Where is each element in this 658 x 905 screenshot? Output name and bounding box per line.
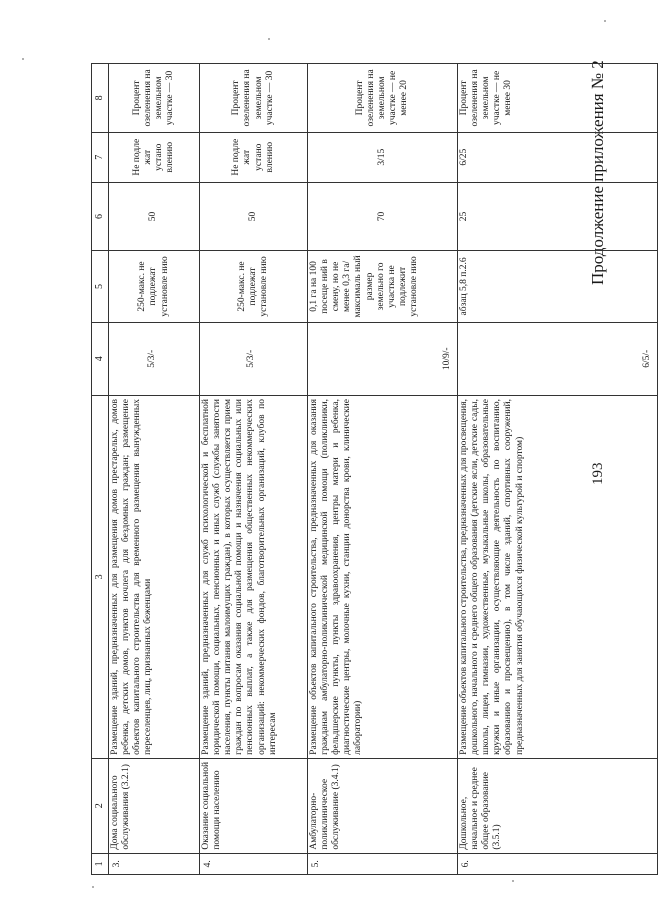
setback-value: Не подле жат устано влению bbox=[109, 132, 200, 182]
plot-size-value: 0,1 га на 100 посеще ний в смену, но не менее 0,3 га/ максималь ный размер земельно го участка не подлежит установле нию bbox=[308, 251, 458, 322]
use-description: Размещение объектов капитального строительства, предназначенных для оказания гражданам амбулаторно-поликлинической медицинской помощи (поликлиники, фельдшерские пункты, пункты здравоохранения, центры матери и ребенка, диагностические центры, молочные кухни, станции донорства крови, клинические лаборатории) bbox=[308, 396, 458, 759]
scan-speck bbox=[512, 880, 514, 882]
use-name: Дома социального обслуживания (3.2.1) bbox=[109, 758, 200, 853]
coverage-value: 70 bbox=[308, 182, 458, 251]
floors-value: 5/3/- bbox=[109, 322, 200, 396]
column-number: 1 bbox=[92, 853, 109, 874]
column-number: 2 bbox=[92, 758, 109, 853]
floors-value: 6/5/- bbox=[458, 322, 658, 396]
page-number: 193 bbox=[590, 462, 606, 485]
scan-speck bbox=[22, 58, 24, 60]
table-row bbox=[109, 64, 200, 875]
scan-speck bbox=[604, 20, 606, 22]
row-number: 5. bbox=[308, 853, 458, 874]
row-number: 3. bbox=[109, 853, 200, 874]
column-number: 4 bbox=[92, 322, 109, 396]
use-name: Оказание социальной помощи населению bbox=[200, 758, 308, 853]
column-number: 7 bbox=[92, 132, 109, 182]
column-number: 6 bbox=[92, 182, 109, 251]
floors-value: 10/9/- bbox=[308, 322, 458, 396]
greening-value: Процент озеленения на земельном участке — 30 bbox=[109, 64, 200, 133]
column-number: 5 bbox=[92, 251, 109, 322]
use-name: Амбулаторно-поликлиническое обслуживание (3.4.1) bbox=[308, 758, 458, 853]
plot-size-value: абзац 5,8 п.2.6 bbox=[458, 251, 658, 322]
column-number-row bbox=[92, 64, 109, 875]
greening-value: Процент озеленения на земельном участке — не менее 30 bbox=[458, 64, 658, 133]
greening-value: Процент озеленения на земельном участке — не менее 20 bbox=[308, 64, 458, 133]
setback-value: Не подле жат устано влению bbox=[200, 132, 308, 182]
use-name: Дошкольное, начальное и среднее общее образование (3.5.1) bbox=[458, 758, 658, 853]
use-description: Размещение зданий, предназначенных для размещения домов престарелых, домов ребенка, детских домов, пунктов ночлега для бездомных граждан; размещение объектов капитального строительства для временного размещения вынужденных переселенцев, лиц, признанных беженцами bbox=[109, 396, 200, 759]
setback-value: 6/25 bbox=[458, 132, 658, 182]
table-row bbox=[308, 64, 458, 875]
floors-value: 5/3/- bbox=[200, 322, 308, 396]
setback-value: 3/15 bbox=[308, 132, 458, 182]
row-number: 4. bbox=[200, 853, 308, 874]
continuation-title: Продолжение приложения № 2 bbox=[588, 60, 607, 285]
table-row bbox=[200, 64, 308, 875]
scan-speck bbox=[268, 38, 270, 40]
use-description: Размещение объектов капитального строительства, предназначенных для просвещения, дошкольного, начального и среднего общего образования (детские ясли, детские сады, школы, лицеи, гимназии, художественные, музыкальные школы, образовательные кружки и иные организации, осуществляющие деятельность по воспитанию, образованию и просвещению), в том числе зданий, спортивных сооружений, предназначенных для занятия обучающихся физической культурой и спортом) bbox=[458, 396, 658, 759]
table-row bbox=[458, 64, 658, 875]
scan-speck bbox=[92, 886, 94, 888]
coverage-value: 50 bbox=[109, 182, 200, 251]
use-description: Размещение зданий, предназначенных для служб психологической и бесплатной юридической помощи, социальных, пенсионных и иных служб (службы занятости населения, пункты питания малоимущих граждан), в которых осуществляется прием граждан по вопросам оказания социальной помощи и назначения социальных или пенсионных выплат, а также для размещения общественных некоммерческих организаций: некоммерческих фондов, благотворительных организаций, клубов по интересам bbox=[200, 396, 308, 759]
coverage-value: 50 bbox=[200, 182, 308, 251]
coverage-value: 25 bbox=[458, 182, 658, 251]
greening-value: Процент озеленения на земельном участке — 30 bbox=[200, 64, 308, 133]
row-number: 6. bbox=[458, 853, 658, 874]
zoning-table bbox=[91, 63, 658, 875]
column-number: 8 bbox=[92, 64, 109, 133]
plot-size-value: 250-макс. не подлежат установле нию bbox=[109, 251, 200, 322]
plot-size-value: 250-макс. не подлежат установле нию bbox=[200, 251, 308, 322]
column-number: 3 bbox=[92, 396, 109, 759]
